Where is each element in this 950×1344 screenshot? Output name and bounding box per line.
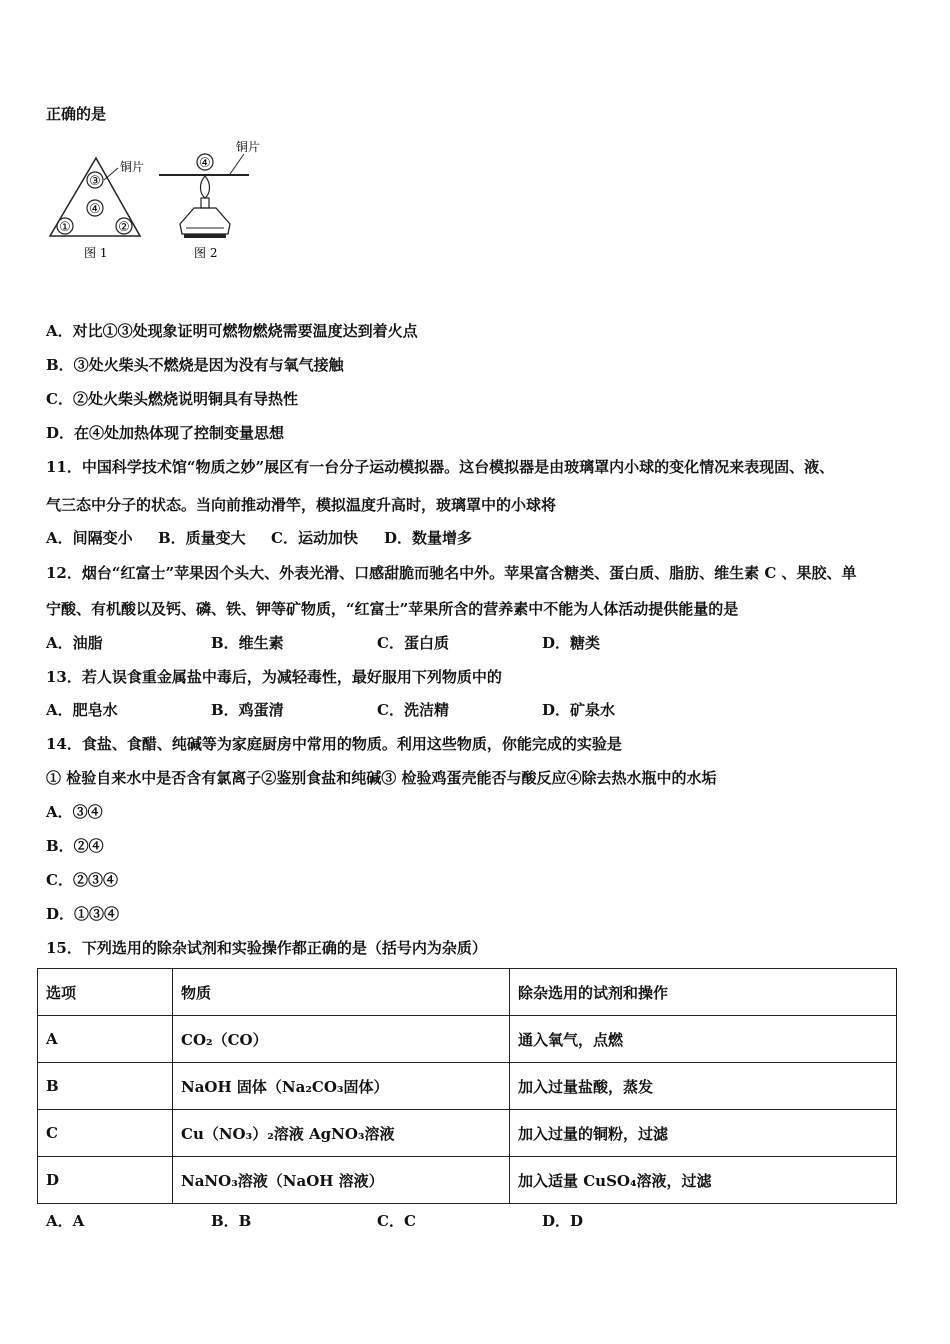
- q11-option-c: C．运动加快: [271, 529, 358, 547]
- q15-option-c: C．C: [377, 1212, 416, 1230]
- row-substance: NaNO₃溶液（NaOH 溶液）: [173, 1157, 510, 1204]
- q10-option-d: D．在④处加热体现了控制变量思想: [46, 424, 285, 442]
- table-row: [38, 1110, 897, 1157]
- marker-4: ④: [89, 202, 101, 217]
- q14-stem-line2: ① 检验自来水中是否含有氯离子②鉴别食盐和纯碱③ 检验鸡蛋壳能否与酸反应④除去热水瓶中的水垢: [46, 769, 717, 787]
- q10-stem: 正确的是: [46, 105, 107, 123]
- fig2-label: 图 2: [194, 246, 218, 260]
- header-method: 除杂选用的试剂和操作: [510, 969, 897, 1016]
- row-substance: CO₂（CO）: [173, 1016, 510, 1063]
- q15-option-b: B．B: [211, 1212, 252, 1230]
- q12-option-d: D．糖类: [542, 634, 601, 652]
- q11-option-d: D．数量增多: [384, 529, 473, 547]
- row-substance: Cu（NO₃）₂溶液 AgNO₃溶液: [173, 1110, 510, 1157]
- copper-pointer-1: [104, 168, 118, 180]
- q11-option-b: B．质量变大: [158, 529, 246, 547]
- q10-option-a: A．对比①③处现象证明可燃物燃烧需要温度达到着火点: [46, 322, 418, 340]
- row-option: B: [38, 1063, 173, 1110]
- table-header-row: [38, 969, 897, 1016]
- row-method: 加入过量盐酸，蒸发: [510, 1063, 897, 1110]
- q14-option-b: B．②④: [46, 837, 104, 855]
- copper-pointer-2: [230, 154, 244, 174]
- row-option: C: [38, 1110, 173, 1157]
- q12-option-b: B．维生素: [211, 634, 284, 652]
- q10-option-c: C．②处火柴头燃烧说明铜具有导热性: [46, 390, 298, 408]
- lamp-body: [180, 208, 230, 234]
- q13-option-a: A．肥皂水: [46, 701, 118, 719]
- q10-figure: [44, 138, 284, 263]
- lamp-wick-holder: [201, 198, 209, 208]
- q14-option-d: D．①③④: [46, 905, 120, 923]
- q12-stem-line1: 12．烟台“红富士”苹果因个头大、外表光滑、口感甜脆而驰名中外。苹果富含糖类、蛋白质、脂肪、维生素 C 、果胶、单: [46, 564, 857, 582]
- row-option: D: [38, 1157, 173, 1204]
- row-method: 通入氧气，点燃: [510, 1016, 897, 1063]
- table-row: [38, 1157, 897, 1204]
- q15-stem: 15．下列选用的除杂试剂和实验操作都正确的是（括号内为杂质）: [46, 939, 487, 957]
- fig1-label: 图 1: [84, 246, 108, 260]
- q13-option-c: C．洗洁精: [377, 701, 449, 719]
- q14-option-a: A．③④: [46, 803, 103, 821]
- marker-4b: ④: [199, 156, 211, 171]
- marker-3: ③: [89, 174, 101, 189]
- q15-option-a: A．A: [46, 1212, 85, 1230]
- header-substance: 物质: [173, 969, 510, 1016]
- q15-table: [37, 968, 897, 1204]
- q11-option-a: A．间隔变小: [46, 529, 133, 547]
- q12-option-c: C．蛋白质: [377, 634, 449, 652]
- row-method: 加入过量的铜粉，过滤: [510, 1110, 897, 1157]
- copper-label-2: 铜片: [236, 140, 261, 154]
- row-substance: NaOH 固体（Na₂CO₃固体）: [173, 1063, 510, 1110]
- row-method: 加入适量 CuSO₄溶液，过滤: [510, 1157, 897, 1204]
- q13-stem: 13．若人误食重金属盐中毒后，为减轻毒性，最好服用下列物质中的: [46, 668, 502, 686]
- flame-shape: [200, 176, 209, 198]
- q14-option-c: C．②③④: [46, 871, 118, 889]
- q15-option-d: D．D: [542, 1212, 584, 1230]
- q11-stem-line1: 11．中国科学技术馆“物质之妙”展区有一台分子运动模拟器。这台模拟器是由玻璃罩内小球的变化情况来表现固、液、: [46, 458, 835, 476]
- row-option: A: [38, 1016, 173, 1063]
- marker-1: ①: [59, 220, 71, 235]
- q12-stem-line2: 宁酸、有机酸以及钙、磷、铁、钾等矿物质，“红富士”苹果所含的营养素中不能为人体活动提供能量的是: [46, 600, 739, 618]
- q10-option-b: B．③处火柴头不燃烧是因为没有与氧气接触: [46, 356, 344, 374]
- copper-label-1: 铜片: [120, 160, 145, 174]
- q11-stem-line2: 气三态中分子的状态。当向前推动滑竿，模拟温度升高时，玻璃罩中的小球将: [46, 496, 557, 514]
- table-row: [38, 1016, 897, 1063]
- table-row: [38, 1063, 897, 1110]
- q13-option-b: B．鸡蛋清: [211, 701, 284, 719]
- q13-option-d: D．矿泉水: [542, 701, 616, 719]
- header-option: 选项: [38, 969, 173, 1016]
- lamp-base: [184, 234, 226, 238]
- marker-2: ②: [118, 220, 130, 235]
- q14-stem-line1: 14．食盐、食醋、纯碱等为家庭厨房中常用的物质。利用这些物质，你能完成的实验是: [46, 735, 622, 753]
- q12-option-a: A．油脂: [46, 634, 103, 652]
